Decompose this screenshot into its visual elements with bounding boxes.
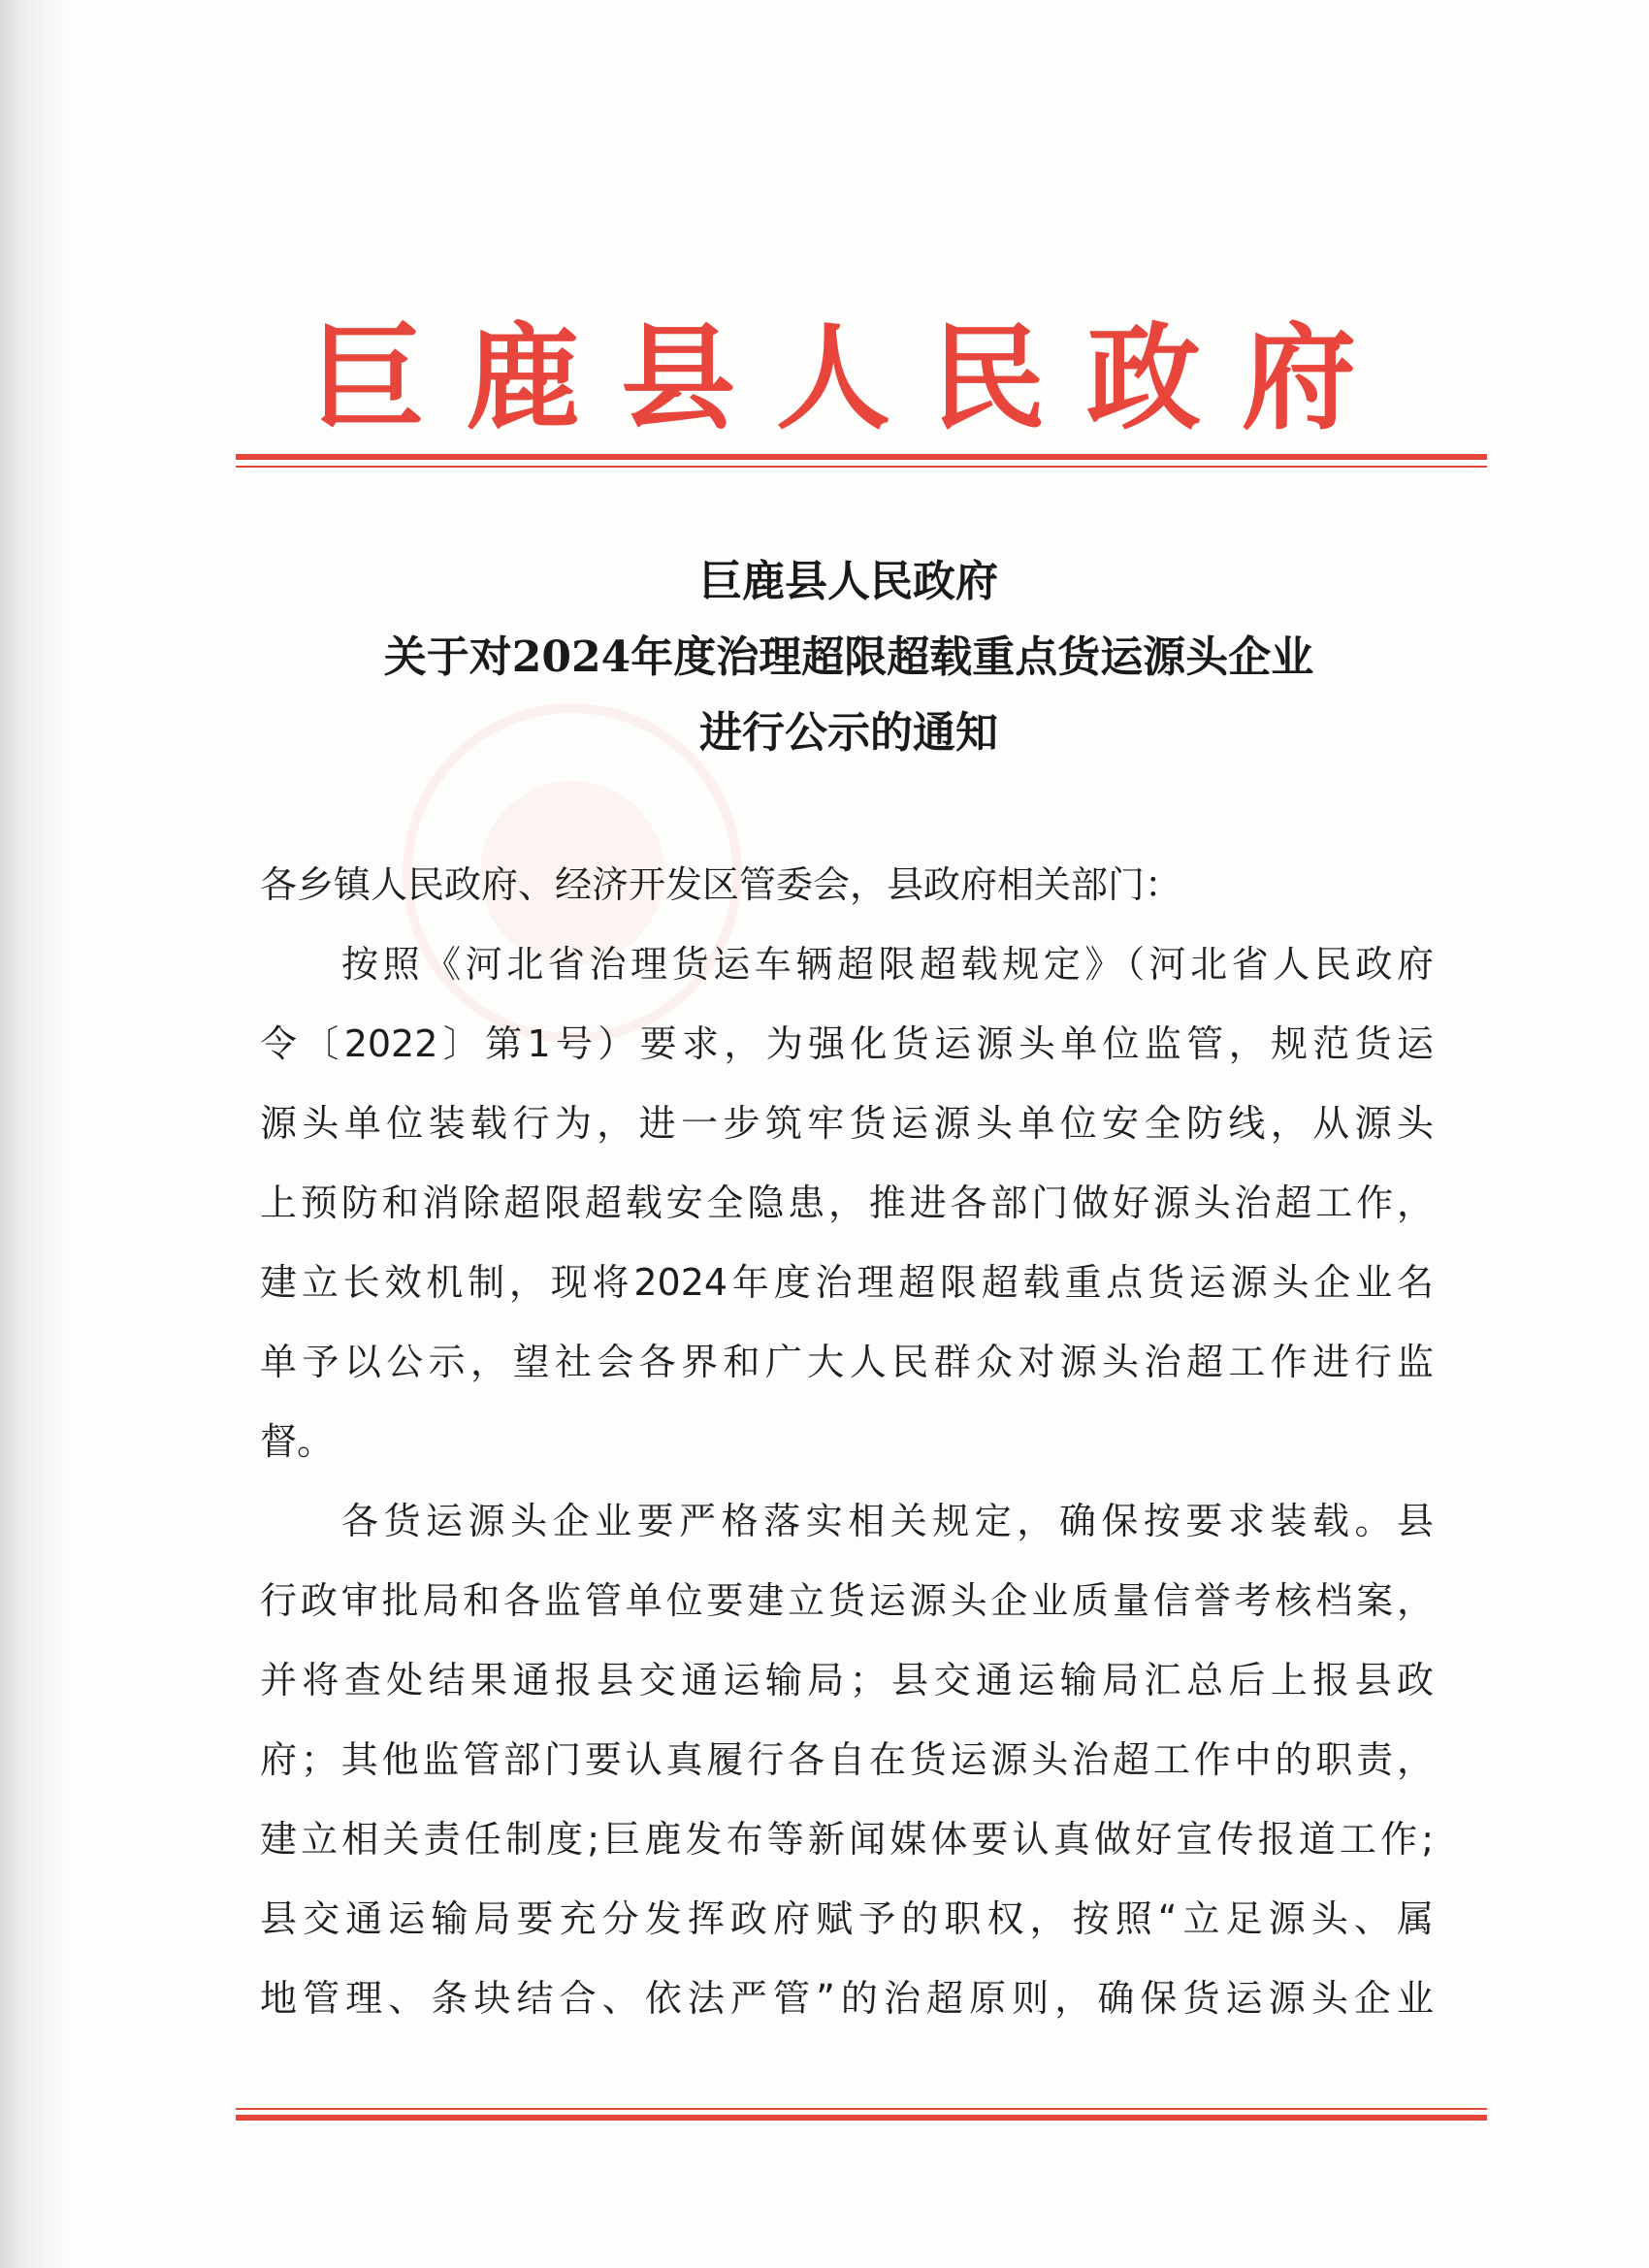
paragraph1-line: 源头单位装载行为，进一步筑牢货运源头单位安全防线，从源头 xyxy=(260,1102,1434,1145)
paragraph1-line: 建立长效机制，现将2024年度治理超限超载重点货运源头企业名 xyxy=(260,1261,1434,1304)
paragraph1-line: 单予以公示，望社会各界和广大人民群众对源头治超工作进行监 xyxy=(260,1341,1434,1383)
red-header-title: 巨鹿县人民政府 xyxy=(309,310,1397,445)
paragraph2-line: 府；其他监管部门要认真履行各自在货运源头治超工作中的职责， xyxy=(260,1738,1434,1781)
document-title-line-2: 关于对2024年度治理超限超载重点货运源头企业 xyxy=(383,632,1314,682)
scan-shadow-edge xyxy=(0,0,68,2268)
paragraph2-line: 建立相关责任制度;巨鹿发布等新闻媒体要认真做好宣传报道工作; xyxy=(260,1818,1434,1861)
paragraph2-line: 地管理、条块结合、依法严管”的治超原则，确保货运源头企业 xyxy=(260,1977,1434,2020)
red-rule-bottom-thin xyxy=(236,2108,1487,2110)
red-rule-bottom-thick xyxy=(236,2115,1487,2121)
red-rule-top-thin xyxy=(236,466,1487,468)
paragraph2-line: 行政审批局和各监管单位要建立货运源头企业质量信誉考核档案， xyxy=(260,1579,1434,1622)
red-rule-top-thick xyxy=(236,454,1487,460)
document-title-line-3: 进行公示的通知 xyxy=(699,708,998,758)
paragraph1-line: 令〔2022〕第1号）要求，为强化货运源头单位监管，规范货运 xyxy=(260,1022,1434,1065)
paragraph2-line: 并将查处结果通报县交通运输局；县交通运输局汇总后上报县政 xyxy=(260,1659,1434,1701)
paragraph1-line: 上预防和消除超限超载安全隐患，推进各部门做好源头治超工作， xyxy=(260,1182,1434,1224)
paragraph1-line: 按照《河北省治理货运车辆超限超载规定》（河北省人民政府 xyxy=(341,943,1434,986)
paragraph2-line: 各货运源头企业要严格落实相关规定，确保按要求装载。县 xyxy=(341,1500,1434,1542)
paragraph2-line: 县交通运输局要充分发挥政府赋予的职权，按照“立足源头、属 xyxy=(260,1897,1434,1940)
document-title-line-1: 巨鹿县人民政府 xyxy=(699,557,998,606)
addressee-line: 各乡镇人民政府、经济开发区管委会，县政府相关部门： xyxy=(260,863,1182,906)
paragraph1-line: 督。 xyxy=(260,1420,335,1463)
